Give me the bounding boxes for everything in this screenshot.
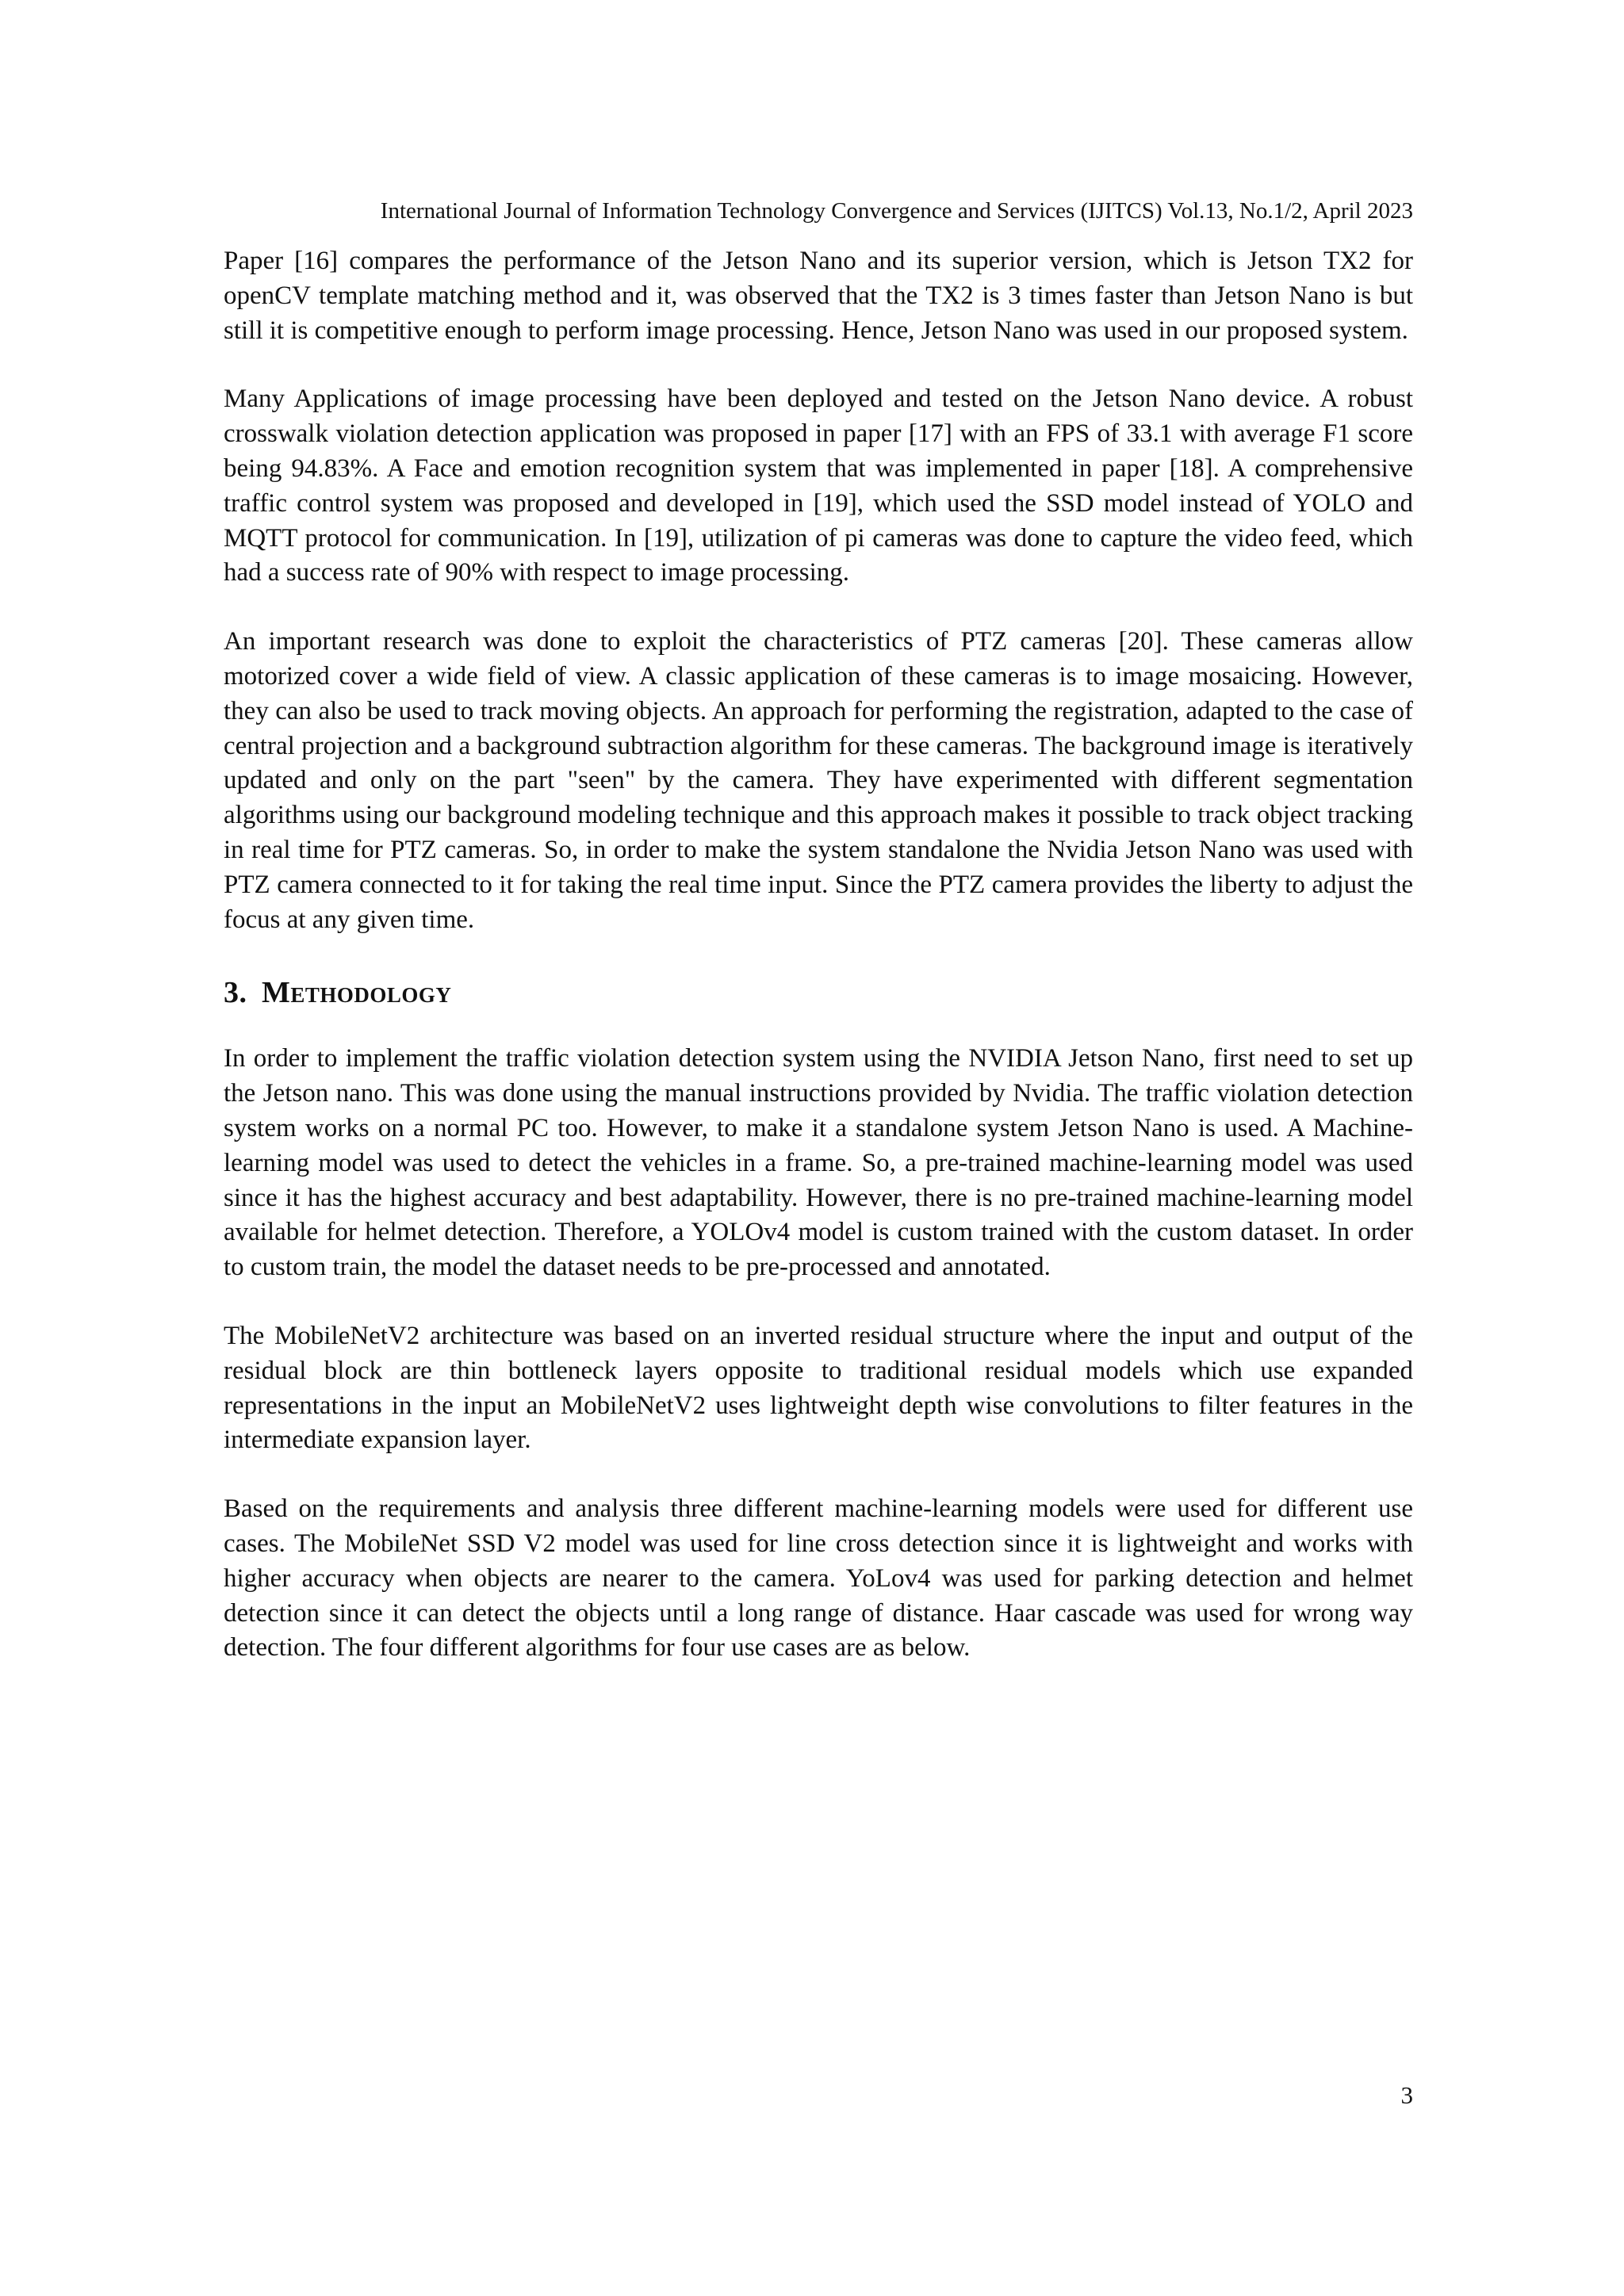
section-heading <box>224 974 1413 1012</box>
page-number: 3 <box>1400 2081 1413 2109</box>
paragraph-ptz-cameras: An important research was done to exploit the characteristics of PTZ cameras [20]. These cameras allow motorized cover a wide field of view. A classic application of these cameras is to image mosaicing. However, they can also be used to track moving objects. An approach for performing the registration, adapted to the case of central projection and a background subtraction algorithm for these cameras. The background image is iteratively updated and only on the part "seen" by the camera. They have experimented with different segmentation algorithms using our background modeling technique and this approach makes it possible to track object tracking in real time for PTZ cameras. So, in order to make the system standalone the Nvidia Jetson Nano was used with PTZ camera connected to it for taking the real time input. Since the PTZ camera provides the liberty to adjust the focus at any given time. <box>224 627 1413 934</box>
paragraph-model-selection: Based on the requirements and analysis three different machine-learning models were used for different use cases. The MobileNet SSD V2 model was used for line cross detection since it is lightweight and works with higher accuracy when objects are nearer to the camera. YoLov4 was used for parking detection and helmet detection since it can detect the objects until a long range of distance. Haar cascade was used for wrong way detection. The four different algorithms for four use cases are as below. <box>224 1494 1413 1663</box>
paragraph-jetson-comparison: Paper [16] compares the performance of the Jetson Nano and its superior version, which is Jetson TX2 for openCV template matching method and it, was observed that the TX2 is 3 times faster than Jetson Nano is but still it is competitive enough to perform image processing. Hence, Jetson Nano was used in our proposed system. <box>224 247 1413 345</box>
paragraph-mobilenetv2: The MobileNetV2 architecture was based on an inverted residual structure where the input and output of the residual block are thin bottleneck layers opposite to traditional residual models which use expanded representations in the input an MobileNetV2 uses lightweight depth wise convolutions to filter features in the intermediate expansion layer. <box>224 1321 1413 1455</box>
paragraph-methodology-setup: In order to implement the traffic violation detection system using the NVIDIA Jetson Nano, first need to set up the Jetson nano. This was done using the manual instructions provided by Nvidia. The traffic violation detection system works on a normal PC too. However, to make it a standalone system Jetson Nano is used. A Machine-learning model was used to detect the vehicles in a frame. So, a pre-trained machine-learning model was used since it has the highest accuracy and best adaptability. However, there is no pre-trained machine-learning model available for helmet detection. Therefore, a YOLOv4 model is custom trained with the custom dataset. In order to custom train, the model the dataset needs to be pre-processed and annotated. <box>224 1044 1413 1282</box>
section-title: Methodology <box>262 976 452 1010</box>
section-number: 3. <box>224 976 247 1010</box>
paragraph-jetson-applications: Many Applications of image processing have been deployed and tested on the Jetson Nano device. A robust crosswalk violation detection application was proposed in paper [17] with an FPS of 33.1 with average F1 score being 94.83%. A Face and emotion recognition system that was implemented in paper [18]. A comprehensive traffic control system was proposed and developed in [19], which used the SSD model instead of YOLO and MQTT protocol for communication. In [19], utilization of pi cameras was done to capture the video feed, which had a success rate of 90% with respect to image processing. <box>224 385 1413 587</box>
running-header: International Journal of Information Technology Convergence and Services (IJITCS) Vol.13, No.1/2, April 2023 <box>380 198 1413 224</box>
body-text <box>224 244 1413 1666</box>
